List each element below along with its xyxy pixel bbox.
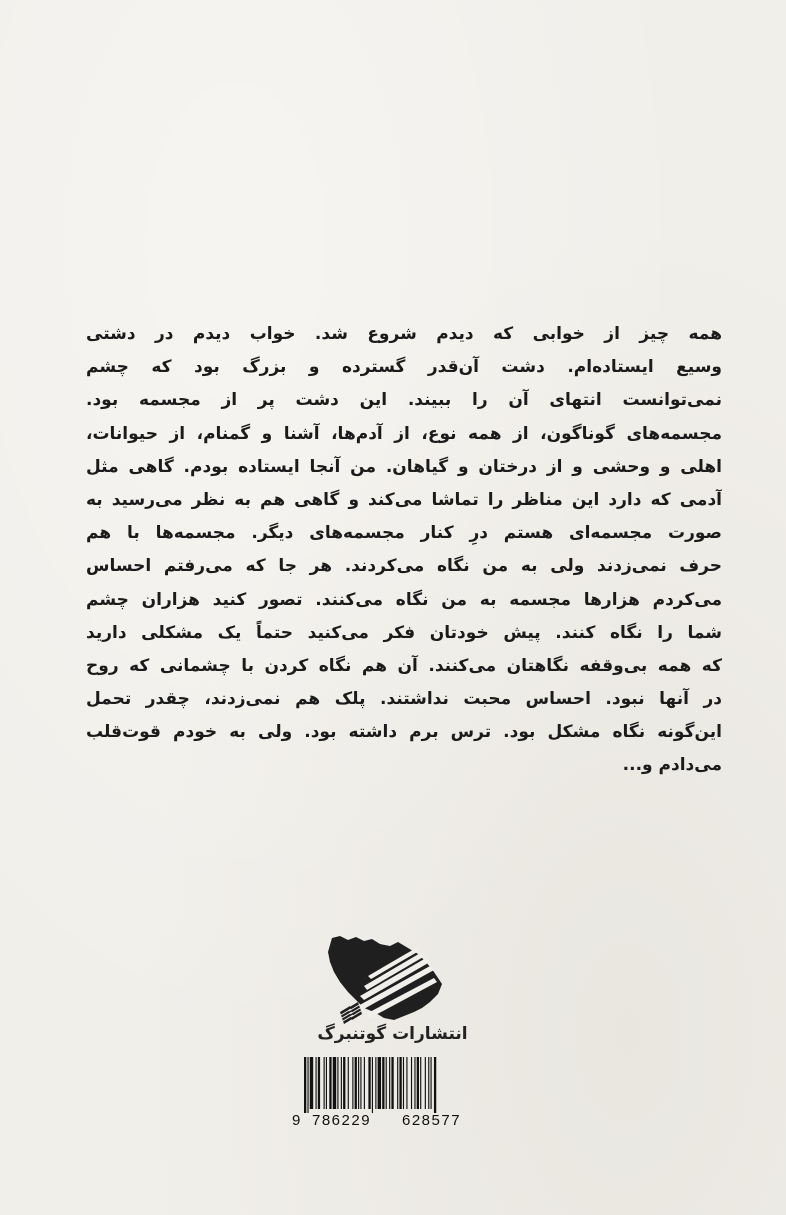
- barcode-bar: [358, 1057, 359, 1109]
- isbn-left-group: 786229: [312, 1112, 372, 1129]
- barcode-bar: [372, 1057, 373, 1113]
- barcode-bar: [434, 1057, 436, 1113]
- barcode-bar: [304, 1057, 306, 1113]
- barcode-bar: [368, 1057, 370, 1109]
- blurb-line: که همه بی‌وقفه نگاهتان می‌کنند. آن هم نگاه کردن با چشمانی که روح: [86, 655, 722, 676]
- barcode-bar: [307, 1057, 308, 1113]
- barcode-bar: [425, 1057, 426, 1109]
- publisher-logo: [318, 932, 468, 1027]
- barcode-bar: [355, 1057, 357, 1109]
- barcode-bar: [318, 1057, 320, 1109]
- barcode-bar: [403, 1057, 404, 1109]
- blurb-line: حرف نمی‌زدند ولی به من نگاه می‌کردند. هر جا که می‌رفتم احساس: [86, 556, 722, 577]
- blurb-line: نمی‌توانست انتهای آن را ببیند. این دشت پر از مجسمه بود.: [86, 390, 722, 411]
- barcode-bar: [431, 1057, 432, 1109]
- barcode-bar: [397, 1057, 398, 1109]
- blurb-line: اهلی و وحشی و از درختان و گیاهان. من آنجا ایستاده بودم. گاهی مثل: [86, 456, 722, 477]
- barcode-bar: [310, 1057, 313, 1109]
- barcode-bar: [364, 1057, 365, 1109]
- barcode-bar: [375, 1057, 376, 1109]
- barcode-bar: [333, 1057, 336, 1109]
- isbn-leading-digit: 9: [292, 1112, 301, 1129]
- blurb-line: شما را نگاه کنند. پیش خودتان فکر می‌کنید حتماً یک مشکلی دارید: [86, 622, 722, 643]
- barcode-bar: [326, 1057, 327, 1109]
- barcode-bar: [411, 1057, 412, 1109]
- blurb-line: این‌گونه نگاه مشکل بود. ترس برم داشته بود. ولی به خودم قوت‌قلب: [86, 722, 722, 743]
- blurb-line: وسیع ایستاده‌ام. دشت آن‌قدر گسترده و بزرگ بود که چشم: [86, 357, 722, 378]
- barcode-bar: [348, 1057, 349, 1109]
- barcode-bar: [329, 1057, 331, 1109]
- barcode-bar: [406, 1057, 407, 1109]
- barcode-bar: [391, 1057, 393, 1109]
- barcode-bar: [337, 1057, 338, 1109]
- isbn-digits: [292, 1112, 484, 1134]
- barcode-bars: [292, 1057, 484, 1113]
- barcode-bar: [428, 1057, 429, 1109]
- barcode-bar: [324, 1057, 325, 1109]
- barcode-bar: [414, 1057, 415, 1109]
- barcode-bar: [343, 1057, 345, 1109]
- barcode-bar: [399, 1057, 401, 1109]
- blurb-line: آدمی که دارد این مناظر را تماشا می‌کند و گاهی هم به نظر می‌رسید به: [86, 489, 722, 510]
- blurb-line: مجسمه‌های گوناگون، از همه نوع، از آدم‌ها، آشنا و گمنام، از حیوانات،: [86, 423, 722, 444]
- barcode-bar: [378, 1057, 381, 1109]
- barcode-bar: [360, 1057, 361, 1109]
- barcode-bar: [316, 1057, 317, 1109]
- back-cover-blurb: [86, 318, 722, 783]
- isbn-right-group: 628577: [402, 1112, 462, 1129]
- barcode-bar: [382, 1057, 384, 1109]
- barcode-bar: [386, 1057, 387, 1109]
- iran-map-book-stack-logo-icon: [318, 932, 468, 1027]
- barcode-bar: [417, 1057, 419, 1109]
- blurb-line: می‌دادم و...: [622, 755, 722, 776]
- barcode-bar: [389, 1057, 390, 1109]
- blurb-line: همه چیز از خوابی که دیدم شروع شد. خواب دیدم در دشتی: [86, 324, 722, 344]
- barcode-bar: [420, 1057, 421, 1109]
- blurb-line: صورت مجسمه‌ای هستم درِ کنار مجسمه‌های دیگر. مجسمه‌ها با هم: [86, 523, 722, 544]
- blurb-line: می‌کردم هزارها مجسمه به من نگاه می‌کنند. تصور کنید هزاران چشم: [86, 589, 722, 610]
- blurb-line: در آنها نبود. احساس محبت نداشتند. پلک هم نمی‌زدند، چقدر تحمل: [86, 689, 722, 710]
- barcode-bar: [341, 1057, 342, 1109]
- publisher-name: انتشارات گوتنبرگ: [317, 1024, 468, 1044]
- barcode-bar: [352, 1057, 353, 1109]
